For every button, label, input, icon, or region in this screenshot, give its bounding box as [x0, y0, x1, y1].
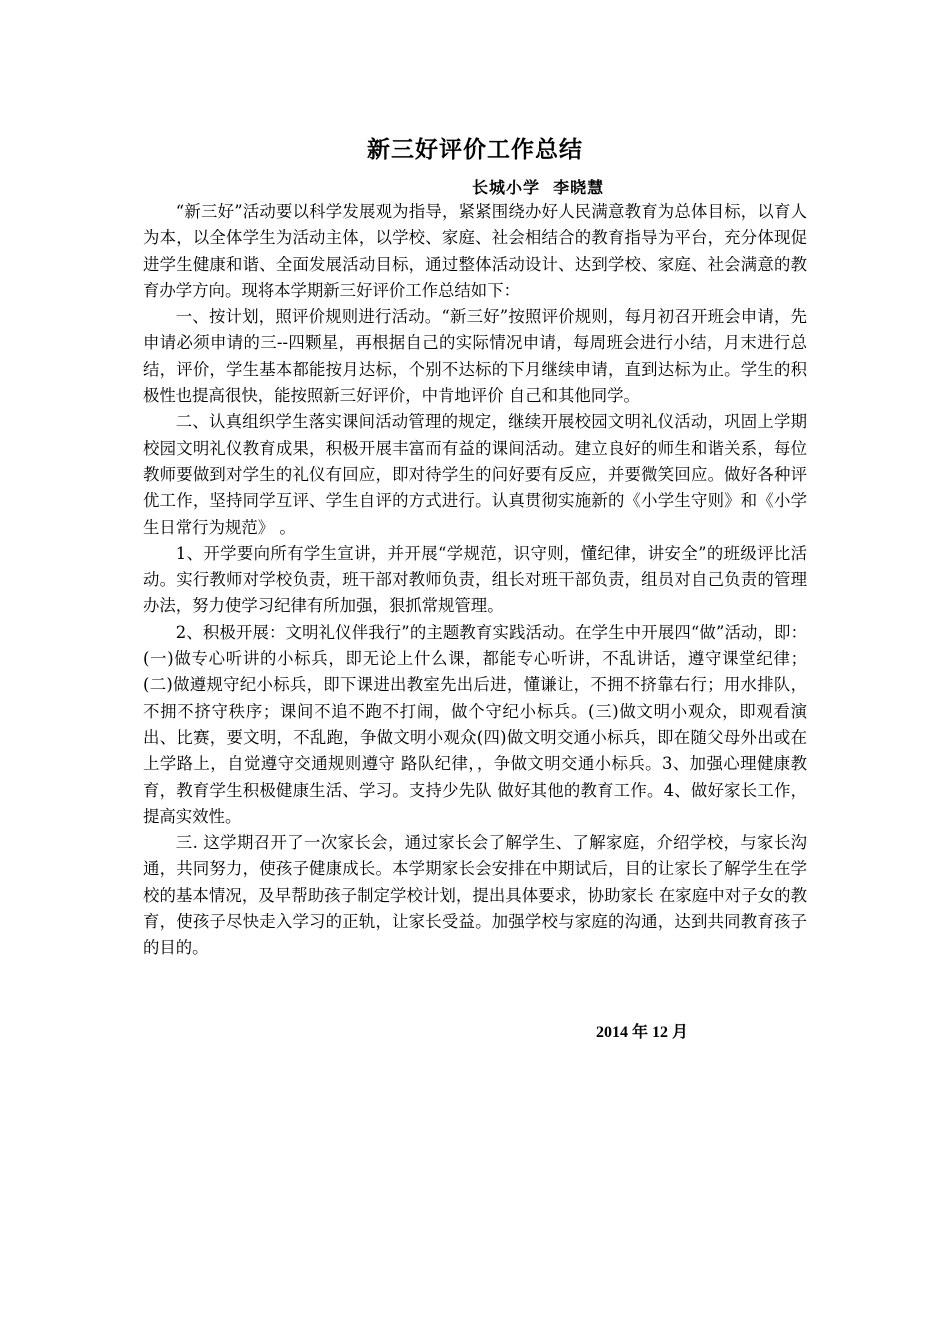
- document-date: 2014 年 12 月: [596, 1024, 689, 1041]
- document-title: 新三好评价工作总结: [367, 137, 583, 163]
- section-three-paragraph: 三. 这学期召开了一次家长会，通过家长会了解学生、了解家庭，介绍学校，与家长沟通，共同努力，使孩子健康成长。本学期家长会安排在中期试后，目的让家长了解学生在学校的基本情况，及早帮助孩子制定学校计划，提出具体要求，协助家长 在家庭中对子女的教育，使孩子尽快走入学习的正轨，让家长受益。加强学校与家庭的沟通，达到共同教育孩子的目的。: [143, 833, 807, 958]
- document-author: 长城小学 李晓慧: [472, 178, 605, 197]
- section-two-paragraph: 二、认真组织学生落实课间活动管理的规定，继续开展校园文明礼仪活动，巩固上学期校园文明礼仪教育成果，积极开展丰富而有益的课间活动。建立良好的师生和谐关系，每位教师要做到对学生的礼仪有回应，即对待学生的问好要有反应，并要微笑回应。做好各种评优工作，坚持同学互评、学生自评的方式进行。认真贯彻实施新的《小学生守则》和《小学生日常行为规范》 。: [143, 412, 807, 537]
- intro-paragraph: “新三好”活动要以科学发展观为指导，紧紧围绕办好人民满意教育为总体目标，以育人为本，以全体学生为活动主体，以学校、家庭、社会相结合的教育指导为平台，充分体现促进学生健康和谐、全面发展活动目标，通过整体活动设计、达到学校、家庭、社会满意的教育办学方向。现将本学期新三好评价工作总结如下：: [143, 202, 807, 300]
- section-one-paragraph: 一、按计划，照评价规则进行活动。“新三好”按照评价规则，每月初召开班会申请，先申请必须申请的三--四颗星，再根据自己的实际情况申请，每周班会进行小结，月末进行总结，评价，学生基本都能按月达标，个别不达标的下月继续申请，直到达标为止。学生的积极性也提高很快，能按照新三好评价，中肯地评价 自己和其他同学。: [143, 307, 807, 406]
- document-body: [143, 199, 807, 962]
- item-two-paragraph: 2、积极开展：文明礼仪伴我行”的主题教育实践活动。在学生中开展四“做”活动，即：(一)做专心听讲的小标兵，即无论上什么课，都能专心听讲，不乱讲话，遵守课堂纪律；(二)做遵规守纪小标兵，即下课进出教室先出后进，懂谦让，不拥不挤靠右行；用水排队，不拥不挤守秩序；课间不追不跑不打闹，做个守纪小标兵。(三)做文明小观众，即观看演出、比赛，要文明，不乱跑，争做文明小观众(四)做文明交通小标兵，即在随父母外出或在上学路上，自觉遵守交通规则遵守 路队纪律，，争做文明交通小标兵。3、加强心理健康教育，教育学生积极健康生活、学习。支持少先队 做好其他的教育工作。4、做好家长工作，提高实效性。: [143, 622, 807, 826]
- item-one-paragraph: 1、开学要向所有学生宣讲，并开展“学规范，识守则，懂纪律，讲安全”的班级评比活动。实行教师对学校负责，班干部对教师负责，组长对班干部负责，组员对自己负责的管理办法，努力使学习纪律有所加强，狠抓常规管理。: [143, 543, 807, 616]
